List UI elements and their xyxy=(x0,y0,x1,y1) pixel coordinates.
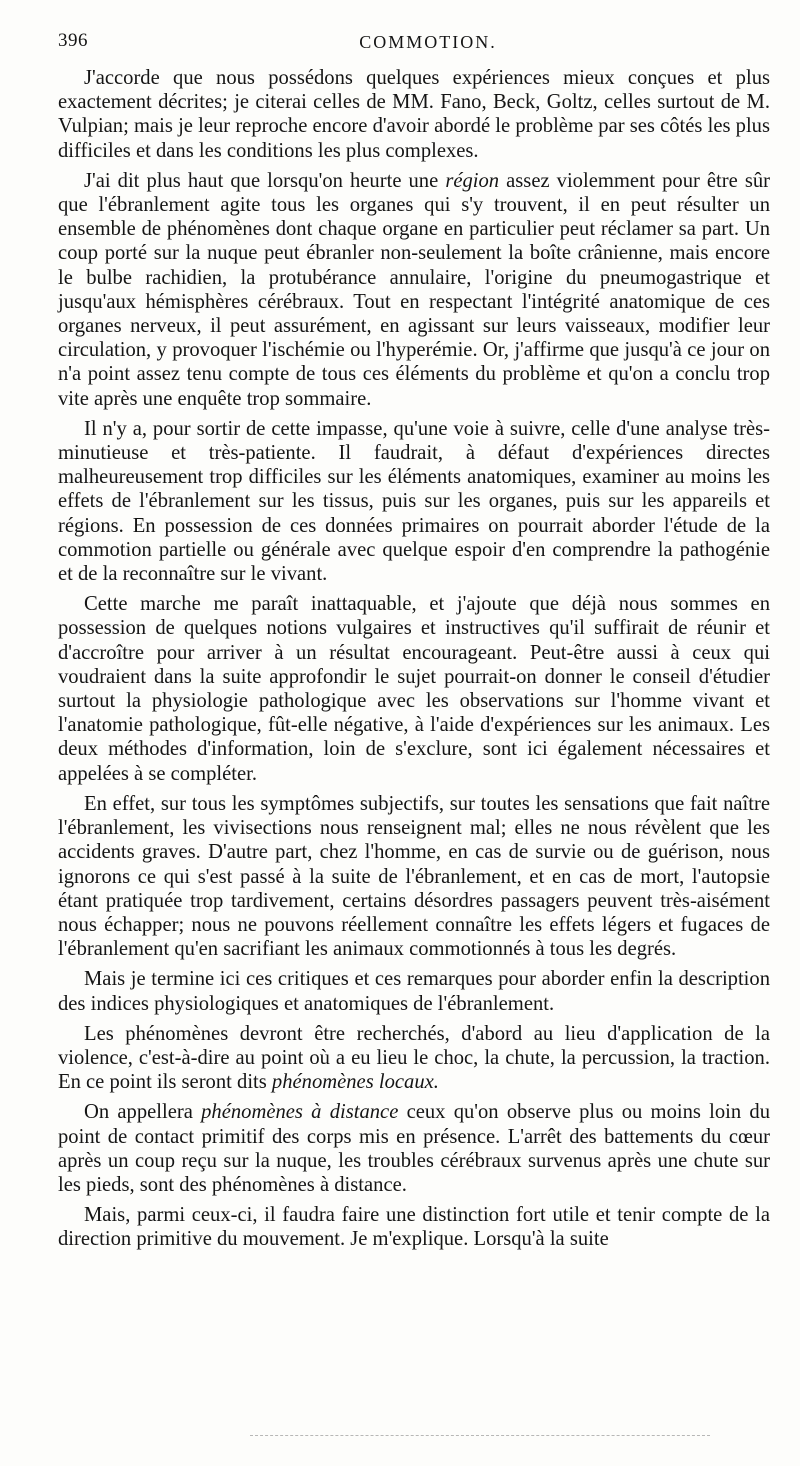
paragraph-text: Cette marche me paraît inattaquable, et j'ajoute que déjà nous sommes en possession de quelques notions vulgaires et instructives qu'il suffirait de réunir et d'accroître pour arriver à un résultat encourageant. Peut-être aussi à ceux qui voudraient dans la suite approfondir le sujet pourrait-on donner le conseil d'étudier surtout la physiologie pathologique avec les observations sur l'homme vivant et l'anatomie pathologique, fût-elle négative, à l'aide d'expériences sur les animaux. Les deux méthodes d'information, loin de s'exclure, sont ici également nécessaires et appelées à se compléter. xyxy=(58,593,770,785)
page-number: 396 xyxy=(58,30,88,51)
paragraph-text-after: assez violemment pour être sûr que l'ébranlement agite tous les organes qui s'y trouvent, il en peut résulter un ensemble de phénomènes dont chaque organe en particulier peut réclamer sa part. Un coup porté sur la nuque peut ébranler non-seulement la boîte crânienne, mais encore le bulbe rachidien, la protubérance annulaire, l'origine du pneumogastrique et jusqu'aux hémisphères cérébraux. Tout en respectant l'intégrité anatomique de ces organes nerveux, il peut assurément, en agissant sur leurs vaisseaux, modifier leur circulation, y provoquer l'ischémie ou l'hyperémie. Or, j'affirme que jusqu'à ce jour on n'a point assez tenu compte de tous ces éléments du problème et qu'on a conclu trop vite après une enquête trop sommaire. xyxy=(58,169,770,410)
paragraph-8 xyxy=(58,1100,770,1197)
paragraph-5 xyxy=(58,792,770,961)
paragraph-4 xyxy=(58,592,770,786)
bottom-rule xyxy=(250,1435,710,1436)
paragraph-text: Mais, parmi ceux-ci, il faudra faire une distinction fort utile et tenir compte de la direction primitive du mouvement. Je m'explique. Lorsqu'à la suite xyxy=(58,1204,770,1251)
paragraph-1 xyxy=(58,66,770,163)
italic-term: phénomènes à distance xyxy=(201,1101,399,1124)
paragraph-text: Il n'y a, pour sortir de cette impasse, qu'une voie à suivre, celle d'une analyse très-minutieuse et très-patiente. Il faudrait, à défaut d'expériences directes malheureusement trop difficiles sur les éléments anatomiques, examiner au moins les effets de l'ébranlement sur les tissus, puis sur les organes, puis sur les appareils et régions. En possession de ces données primaires on pourrait aborder l'étude de la commotion partielle ou générale avec quelque espoir d'en comprendre la pathogénie et de la reconnaître sur le vivant. xyxy=(58,417,770,586)
italic-term: région xyxy=(445,169,500,192)
page-title: COMMOTION. xyxy=(359,32,497,52)
paragraph-9 xyxy=(58,1203,770,1251)
running-head xyxy=(58,30,768,58)
paragraph-text-after: ceux qu'on observe plus ou moins loin du point de contact primitif des corps mis en présence. L'arrêt des battements du cœur après un coup reçu sur la nuque, les troubles cérébraux survenus après une chute sur les pieds, sont des phénomènes à distance. xyxy=(58,1101,771,1196)
paragraph-text: Mais je termine ici ces critiques et ces remarques pour aborder enfin la description des indices physiologiques et anatomiques de l'ébranlement. xyxy=(58,968,770,1015)
paragraph-2 xyxy=(58,169,770,411)
paragraph-7 xyxy=(58,1022,770,1095)
paragraph-text: En effet, sur tous les symptômes subjectifs, sur toutes les sensations que fait naître l'ébranlement, les vivisections nous renseignent mal; elles ne nous révèlent que les accidents graves. D'autre part, chez l'homme, en cas de survie ou de guérison, nous ignorons ce qui s'est passé à la suite de l'ébranlement, et en cas de mort, l'autopsie étant pratiquée trop tardivement, certains désordres passagers peuvent très-aisément nous échapper; nous ne pouvons réellement connaître les effets légers et fugaces de l'ébranlement qu'en sacrifiant les animaux commotionnés à tous les degrés. xyxy=(58,792,770,961)
paragraph-text: J'accorde que nous possédons quelques expériences mieux conçues et plus exactement décrites; je citerai celles de MM. Fano, Beck, Goltz, celles surtout de M. Vulpian; mais je leur reproche encore d'avoir abordé le problème par ses côtés les plus difficiles et dans les conditions les plus complexes. xyxy=(58,67,770,162)
italic-term: phénomènes locaux. xyxy=(271,1071,439,1094)
paragraph-3 xyxy=(58,417,770,586)
paragraph-text-before: J'ai dit plus haut que lorsqu'on heurte une xyxy=(84,169,446,192)
body-text xyxy=(58,66,770,1258)
paragraph-text-before: On appellera xyxy=(84,1101,202,1124)
paragraph-6 xyxy=(58,967,770,1015)
paragraph-text-before: Les phénomènes devront être recherchés, d'abord au lieu d'application de la violence, c'est-à-dire au point où a eu lieu le choc, la chute, la percussion, la traction. En ce point ils seront dits xyxy=(58,1022,770,1094)
